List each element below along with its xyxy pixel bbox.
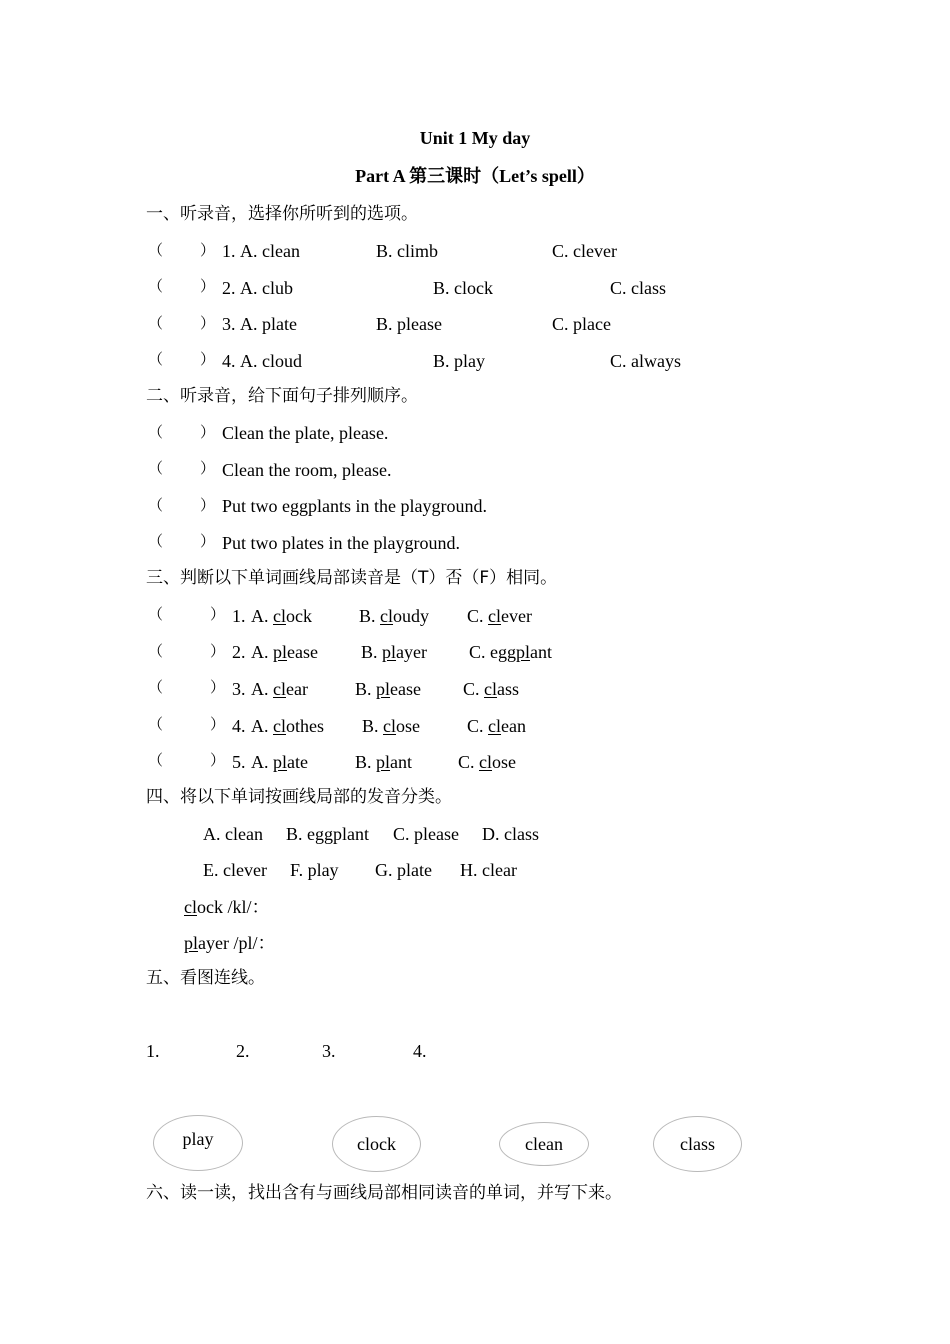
word-option: E. clever (203, 860, 267, 880)
option-b: B. please (376, 314, 442, 334)
sentence: Put two plates in the playground. (222, 533, 460, 553)
section5-heading: 五、看图连线。 (146, 968, 265, 988)
option-b: B. cloudy (359, 606, 430, 626)
word-option: D. class (482, 824, 539, 844)
item-number: 2. (222, 278, 236, 298)
answer-paren-open[interactable]: （ (148, 642, 164, 660)
section2-heading: 二、听录音，给下面句子排列顺序。 (146, 386, 418, 406)
word-oval-class[interactable] (653, 1116, 742, 1172)
sentence: Clean the plate, please. (222, 423, 389, 443)
answer-paren-close: ） (200, 423, 216, 441)
answer-paren-close: ） (210, 678, 226, 696)
item-number: 2. (232, 642, 246, 662)
item-number: 4. (222, 351, 236, 371)
option-a: A. plate (240, 314, 297, 334)
picture-number: 1. (146, 1041, 160, 1061)
picture-number: 4. (413, 1041, 427, 1061)
option-c: C. clean (467, 716, 526, 736)
option-b: B. player (361, 642, 428, 662)
word-option: F. play (290, 860, 339, 880)
answer-paren-close: ） (200, 496, 216, 514)
word-option: G. plate (375, 860, 432, 880)
answer-paren-open[interactable]: （ (148, 496, 164, 514)
picture-number: 2. (236, 1041, 250, 1061)
picture-number: 3. (322, 1041, 336, 1061)
option-b: B. clock (433, 278, 493, 298)
item-number: 4. (232, 716, 246, 736)
option-c: C. clever (467, 606, 532, 626)
item-number: 3. (222, 314, 236, 334)
item-number: 1. (222, 241, 236, 261)
word-option: B. eggplant (286, 824, 369, 844)
word-oval-clean[interactable] (499, 1122, 589, 1166)
oval-word: clean (525, 1133, 563, 1154)
sentence: Clean the room, please. (222, 460, 392, 480)
oval-word: clock (357, 1133, 396, 1154)
answer-paren-open[interactable]: （ (148, 241, 164, 259)
option-b: B. close (362, 716, 421, 736)
answer-paren-close: ） (200, 459, 216, 477)
answer-paren-open[interactable]: （ (148, 751, 164, 769)
sentence: Put two eggplants in the playground. (222, 496, 487, 516)
page-subtitle: Part A 第三课时（Let’s spell） (355, 166, 595, 186)
option-a: A. clear (251, 679, 308, 699)
word-option: C. please (393, 824, 459, 844)
word-option: A. clean (203, 824, 263, 844)
answer-paren-close: ） (210, 642, 226, 660)
option-c: C. class (463, 679, 520, 699)
option-c: C. eggplant (469, 642, 553, 662)
answer-paren-open[interactable]: （ (148, 314, 164, 332)
option-b: B. plant (355, 752, 413, 772)
answer-paren-open[interactable]: （ (148, 532, 164, 550)
option-a: A. clothes (251, 716, 324, 736)
answer-paren-close: ） (200, 241, 216, 259)
answer-paren-close: ） (210, 715, 226, 733)
answer-paren-open[interactable]: （ (148, 423, 164, 441)
option-c: C. place (552, 314, 611, 334)
option-a: A. clean (240, 241, 300, 261)
section1-heading: 一、听录音，选择你所听到的选项。 (146, 204, 418, 224)
item-number: 5. (232, 752, 246, 772)
answer-paren-close: ） (210, 605, 226, 623)
option-b: B. climb (376, 241, 438, 261)
answer-paren-open[interactable]: （ (148, 350, 164, 368)
oval-word: class (680, 1133, 715, 1154)
answer-paren-open[interactable]: （ (148, 715, 164, 733)
section6-heading: 六、读一读，找出含有与画线局部相同读音的单词，并写下来。 (146, 1183, 622, 1203)
answer-paren-close: ） (200, 277, 216, 295)
word-oval-clock[interactable] (332, 1116, 421, 1172)
answer-paren-open[interactable]: （ (148, 605, 164, 623)
answer-paren-close: ） (200, 532, 216, 550)
answer-paren-close: ） (200, 314, 216, 332)
word-oval-play[interactable] (153, 1115, 243, 1171)
option-c: C. clever (552, 241, 617, 261)
option-a: A. cloud (240, 351, 302, 371)
page-title: Unit 1 My day (419, 128, 531, 148)
word-option: H. clear (460, 860, 517, 880)
answer-paren-close: ） (200, 350, 216, 368)
answer-paren-open[interactable]: （ (148, 678, 164, 696)
item-number: 3. (232, 679, 246, 699)
option-c: C. close (458, 752, 517, 772)
answer-paren-open[interactable]: （ (148, 459, 164, 477)
option-c: C. always (610, 351, 681, 371)
option-b: B. play (433, 351, 485, 371)
category-kl: clock /kl/： (184, 897, 270, 917)
option-c: C. class (610, 278, 666, 298)
section4-heading: 四、将以下单词按画线局部的发音分类。 (146, 787, 452, 807)
category-pl: player /pl/： (184, 933, 276, 953)
option-b: B. please (355, 679, 422, 699)
option-a: A. plate (251, 752, 308, 772)
item-number: 1. (232, 606, 246, 626)
option-a: A. please (251, 642, 318, 662)
option-a: A. clock (251, 606, 312, 626)
oval-word: play (182, 1128, 214, 1149)
section3-heading: 三、判断以下单词画线局部读音是（T）否（F）相同。 (146, 568, 558, 588)
option-a: A. club (240, 278, 293, 298)
answer-paren-open[interactable]: （ (148, 277, 164, 295)
answer-paren-close: ） (210, 751, 226, 769)
